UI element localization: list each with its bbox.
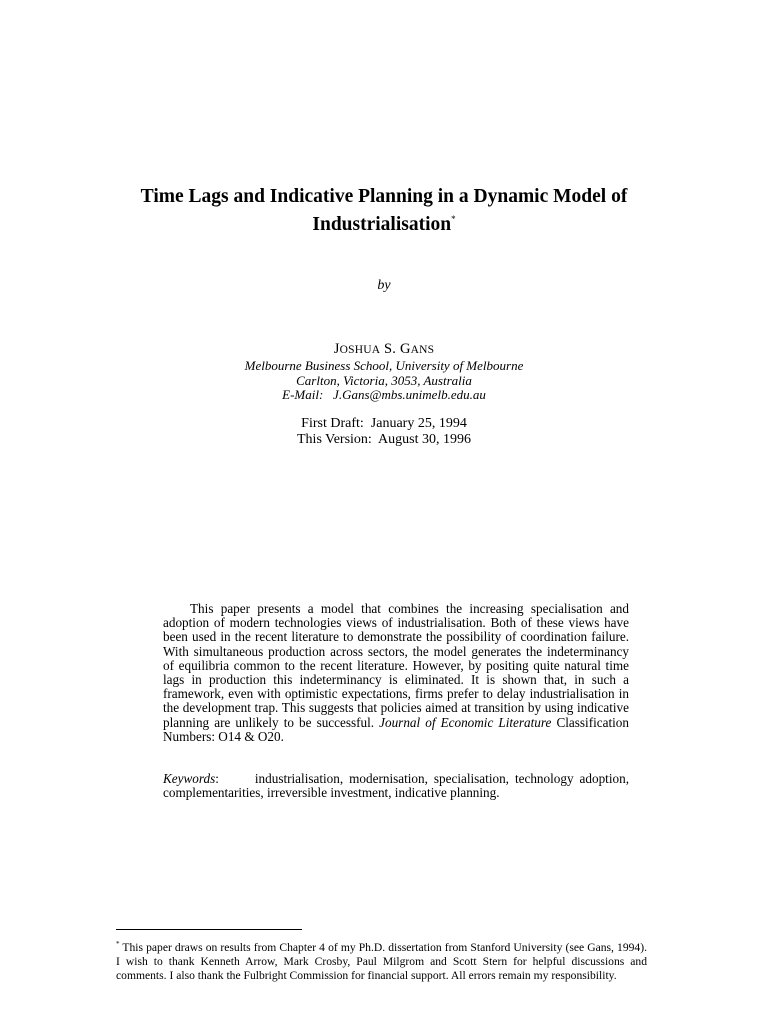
keywords-label: Keywords (163, 771, 216, 786)
affiliation-line-1: Melbourne Business School, University of Melbourne (244, 358, 524, 373)
title-line-1: Time Lags and Indicative Planning in a Dynamic Model of (140, 186, 628, 207)
affiliation-line-2: Carlton, Victoria, 3053, Australia (296, 373, 472, 388)
footnote-divider (116, 929, 302, 930)
paper-title (0, 186, 768, 236)
byline: by (377, 278, 391, 293)
footnote-mark: * (116, 940, 120, 948)
affiliation-email: E-Mail: J.Gans@mbs.unimelb.edu.au (282, 387, 486, 402)
keywords: Keywords: industrialisation, modernisation, specialisation, technology adoption, complementarities, irreversible investment, indicative planning. (163, 771, 629, 801)
jel-journal-name: Journal of Economic Literature (379, 714, 552, 730)
abstract-paragraph: This paper presents a model that combines the increasing specialisation and adoption of modern technologies views of industrialisation. Both of these views have been used in the recent literature to demonstrate the possibility of coordination failure. With simultaneous production across sectors, the model generates the indeterminancy of equilibria common to the recent literature. However, by positing quite natural time lags in production this indeterminancy is eliminated. It is shown that, in such a framework, even with optimistic expectations, firms prefer to delay industrialisation in the development trap. This suggests that policies aimed at transition by using indicative planning are unlikely to be successful. Journal of Economic Literature Classification Numbers: O14 & O20. (163, 601, 629, 744)
footnote-text: This paper draws on results from Chapter 4 of my Ph.D. dissertation from Stanford University (see Gans, 1994). I wish to thank Kenneth Arrow, Mark Crosby, Paul Milgrom and Scott Stern for helpful discussions and comments. I also thank the Fulbright Commission for financial support. All errors remain my responsibility. (116, 941, 647, 983)
keywords-list: industrialisation, modernisation, specialisation, technology adoption, complementarities, irreversible investment, indicative planning. (163, 771, 629, 801)
first-draft-date: First Draft: January 25, 1994 (301, 416, 467, 431)
title-footnote-mark: * (451, 214, 456, 224)
footnote (116, 937, 647, 984)
title-line-2: Industrialisation* (312, 214, 456, 235)
this-version-date: This Version: August 30, 1996 (297, 432, 471, 447)
author-name: JOSHUA S. GANS (333, 341, 435, 357)
abstract (163, 602, 629, 744)
